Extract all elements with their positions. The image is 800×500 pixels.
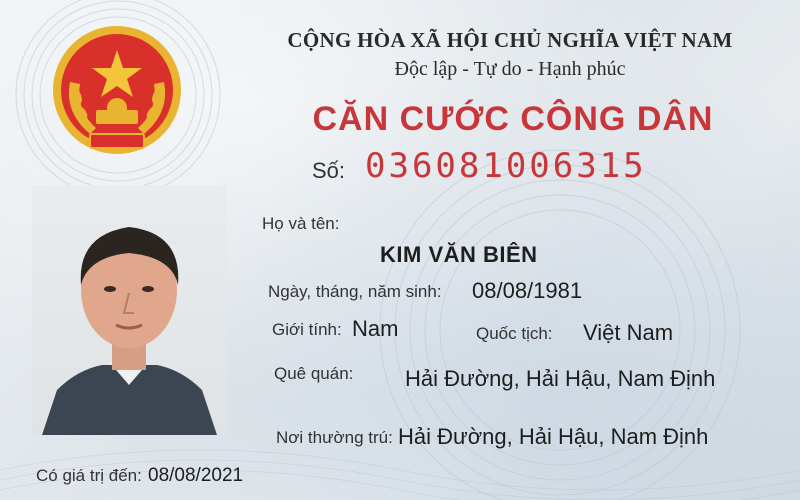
permanent-residence-label: Nơi thường trú: [276,428,393,447]
id-number: 036081006315 [365,146,647,186]
expiry-label: Có giá trị đến: [36,466,142,485]
permanent-residence-value: Hải Đường, Hải Hậu, Nam Định [398,424,709,449]
national-motto: Độc lập - Tự do - Hạnh phúc [394,58,626,80]
nationality-label: Quốc tịch: [476,324,553,343]
sex-value: Nam [352,316,399,341]
country-name: CỘNG HÒA XÃ HỘI CHỦ NGHĨA VIỆT NAM [287,28,733,52]
id-number-label: Số: [312,158,346,183]
date-of-birth-label: Ngày, tháng, năm sinh: [268,282,442,301]
nationality-value: Việt Nam [583,320,674,345]
hometown-value: Hải Đường, Hải Hậu, Nam Định [405,366,716,391]
sex-label: Giới tính: [272,320,342,339]
vietnam-national-emblem-icon [50,22,185,162]
full-name-label: Họ và tên: [262,214,340,233]
full-name-value: KIM VĂN BIÊN [380,242,538,267]
expiry-value: 08/08/2021 [148,465,244,486]
portrait-photo [32,185,227,435]
hometown-label: Quê quán: [274,364,354,383]
date-of-birth-value: 08/08/1981 [472,278,583,303]
card-title: CĂN CƯỚC CÔNG DÂN [312,100,714,138]
